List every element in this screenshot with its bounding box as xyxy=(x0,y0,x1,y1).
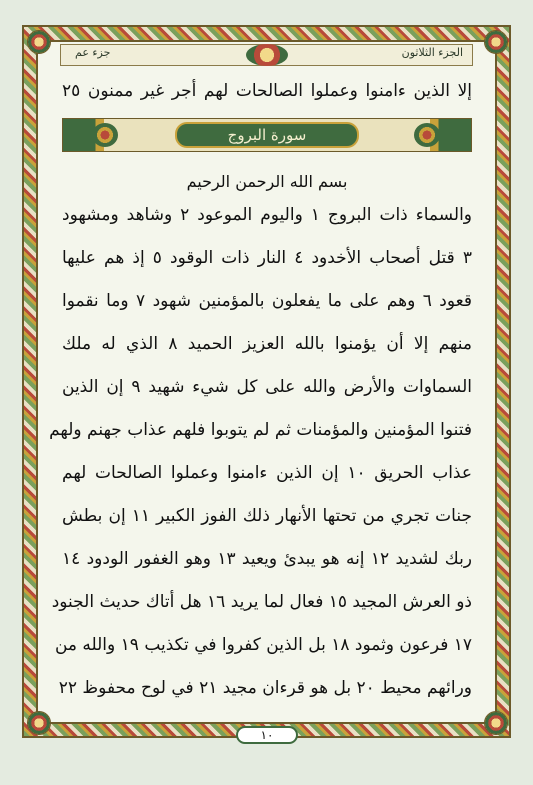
verse-line-2: والسماء ذات البروج ١ واليوم الموعود ٢ وشاهد ومشهود xyxy=(62,205,472,225)
basmala: بسم الله الرحمن الرحيم xyxy=(186,172,348,191)
page-number: ١٠ xyxy=(236,726,298,744)
corner-ornament-bottom-right xyxy=(484,711,508,735)
header-medallion-icon xyxy=(246,44,288,66)
verse-line-8: عذاب الحريق ١٠ إن الذين ءامنوا وعملوا الصالحات لهم xyxy=(62,463,472,483)
verse-line-5: منهم إلا أن يؤمنوا بالله العزيز الحميد ٨ الذي له ملك xyxy=(62,334,473,354)
corner-ornament-top-left xyxy=(27,30,51,54)
verse-line-7: فتنوا المؤمنين والمؤمنات ثم لم يتوبوا فلهم عذاب جهنم ولهم xyxy=(49,420,472,440)
surah-ornament-right-icon xyxy=(414,123,440,147)
verse-line-10: ربك لشديد ١٢ إنه هو يبدئ ويعيد ١٣ وهو الغفور الودود ١٤ xyxy=(62,549,473,569)
surah-title: سورة البروج xyxy=(175,122,359,148)
verse-line-1: إلا الذين ءامنوا وعملوا الصالحات لهم أجر غير ممنون ٢٥ xyxy=(62,81,472,101)
verse-line-9: جنات تجري من تحتها الأنهار ذلك الفوز الكبير ١١ إن بطش xyxy=(62,506,472,526)
verse-line-13: ورائهم محيط ٢٠ بل هو قرءان مجيد ٢١ في لوح محفوظ ٢٢ xyxy=(58,678,472,698)
verse-line-12: ١٧ فرعون وثمود ١٨ بل الذين كفروا في تكذيب ١٩ والله من xyxy=(54,635,472,655)
verse-line-4: قعود ٦ وهم على ما يفعلون بالمؤمنين شهود ٧ وما نقموا xyxy=(62,291,472,311)
corner-ornament-top-right xyxy=(484,30,508,54)
verse-line-11: ذو العرش المجيد ١٥ فعال لما يريد ١٦ هل أتاك حديث الجنود xyxy=(51,592,472,612)
surah-ornament-left-icon xyxy=(92,123,118,147)
juz-label: الجزء الثلاثون xyxy=(401,46,463,59)
verse-line-6: السماوات والأرض والله على كل شيء شهيد ٩ إن الذين xyxy=(62,377,472,397)
part-label: جزء عم xyxy=(75,46,111,59)
verse-line-3: ٣ قتل أصحاب الأخدود ٤ النار ذات الوقود ٥ إذ هم عليها xyxy=(62,248,472,268)
corner-ornament-bottom-left xyxy=(27,711,51,735)
